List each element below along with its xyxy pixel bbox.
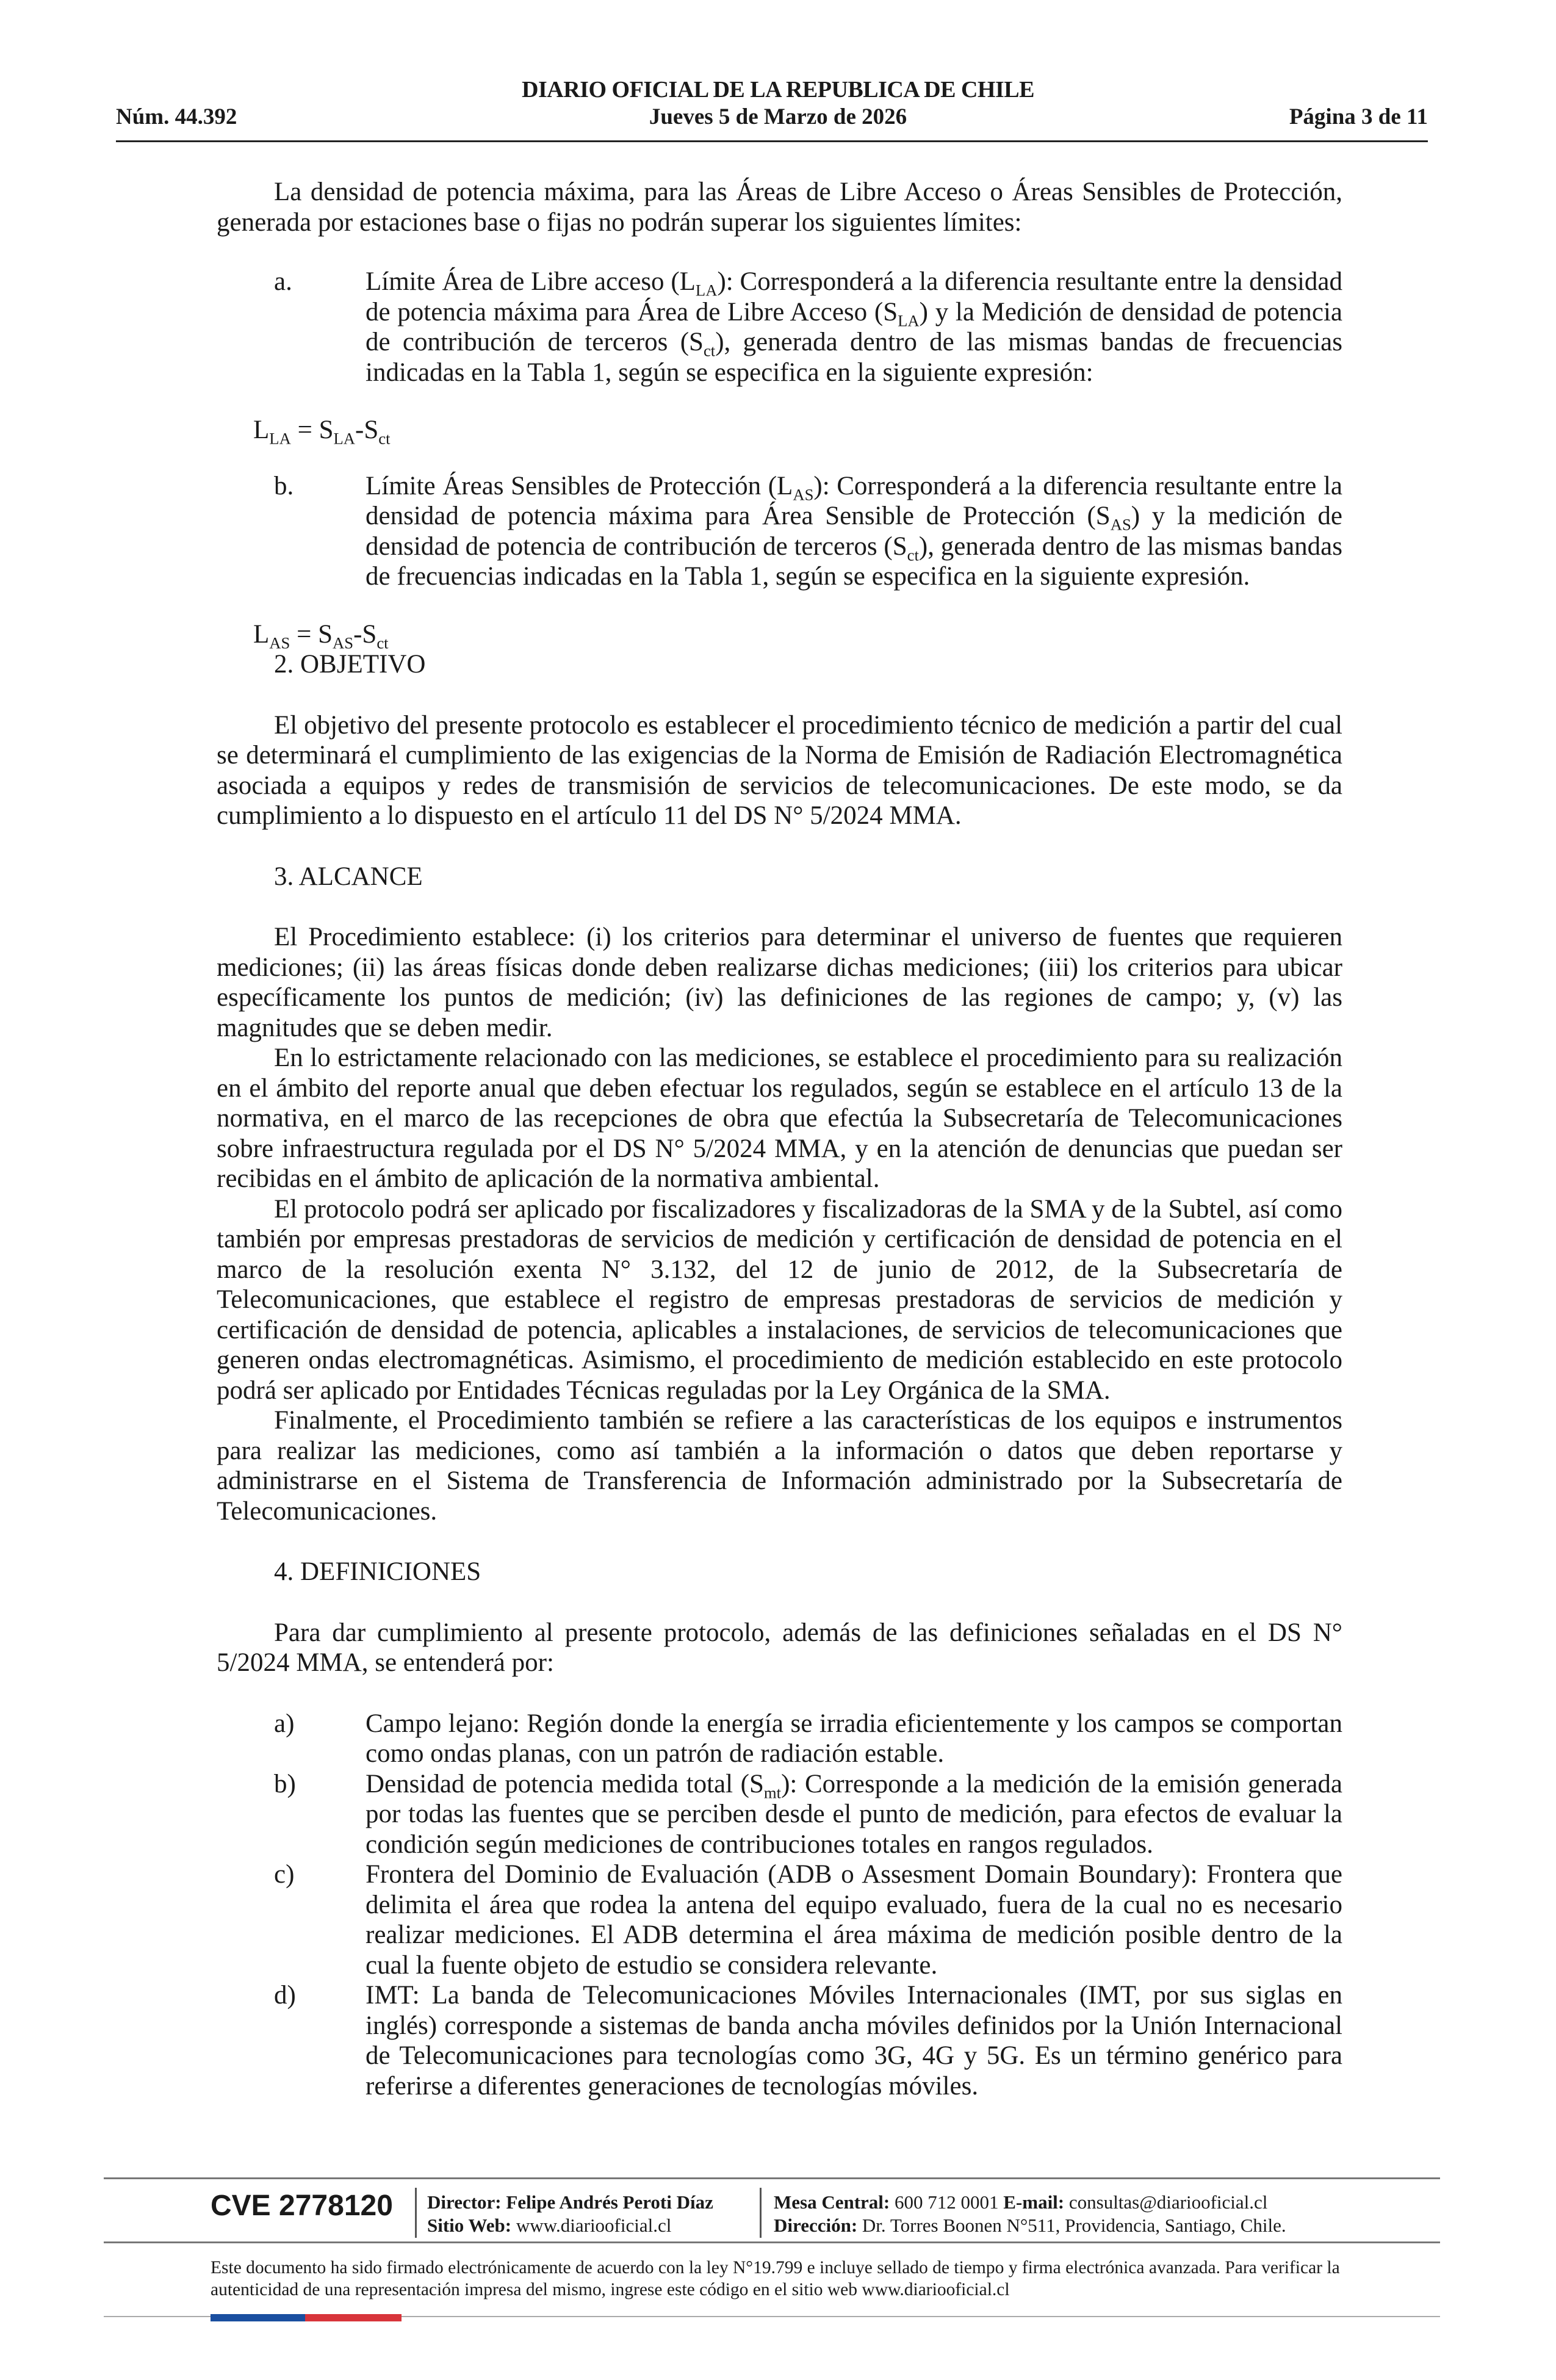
web-label: Sitio Web: [427,2215,512,2236]
director-info [427,2191,713,2237]
definition-item: c) Frontera del Dominio de Evaluación (ADB o Assesment Domain Boundary): Frontera que delimita el área que rodea la antena del equipo evaluado, fuera de la cual no es necesario realizar mediciones. El ADB determina el área máxima de medición posible dentro de la cual la fuente objeto de estudio se considera relevante. [274,1860,1342,1980]
publication-title: DIARIO OFICIAL DE LA REPUBLICA DE CHILE [522,77,1034,103]
definition-item: a) Campo lejano: Región donde la energía se irradia eficientemente y los campos se comportan como ondas planas, con un patrón de radiación estable. [274,1709,1342,1768]
cve-code: CVE 2778120 [211,2190,393,2222]
section-heading-definiciones: 4. DEFINICIONES [274,1557,481,1586]
section-heading-alcance: 3. ALCANCE [274,862,423,891]
list-label: d) [274,1981,296,2010]
section-heading-objetivo: 2. OBJETIVO [274,650,426,679]
alcance-paragraph: Finalmente, el Procedimiento también se refiere a las características de los equipos e instrumentos para realizar las mediciones, como así también a la información o datos que deben reportarse y administrarse en el Sistema de Transferencia de Información administrado por la Subsecretaría de Telecomunicaciones. [217,1406,1342,1526]
objetivo-paragraph: El objetivo del presente protocolo es establecer el procedimiento técnico de medición a partir del cual se determinará el cumplimiento de las exigencias de la Norma de Emisión de Radiación Electromagnética asociada a equipos y redes de transmisión de servicios de telecomunicaciones. De este modo, se da cumplimiento a lo dispuesto en el artículo 11 del DS N° 5/2024 MMA. [217,710,1342,830]
footer-divider [104,2241,1440,2243]
formula-las: $L_{AS} = S_{AS}-S_{ct}$ [253,619,389,652]
web-link[interactable]: www.diariooficial.cl [516,2215,672,2236]
alcance-paragraph: El Procedimiento establece: (i) los criterios para determinar el universo de fuentes que requieren mediciones; (ii) las áreas físicas donde deben realizarse dichas mediciones; (iii) los criterios para ubicar específicamente los puntos de medición; (iv) las definiciones de las regiones de campo; y, (v) las magnitudes que se deben medir. [217,923,1342,1042]
footer-separator [415,2188,417,2238]
page-indicator: Página 3 de 11 [1289,104,1428,129]
header-divider [116,140,1428,142]
legal-notice: Este documento ha sido firmado electrónicamente de acuerdo con la ley N°19.799 e incluye sellado de tiempo y firma electrónica avanzada. Para verificar la autenticidad de una representación impresa del mismo, ingrese este código en el sitio web www.diariooficial.cl [211,2258,1340,2299]
definiciones-intro: Para dar cumplimiento al presente protocolo, además de las definiciones señaladas en el DS N° 5/2024 MMA, se entenderá por: [217,1618,1342,1677]
email-link[interactable]: consultas@diariooficial.cl [1068,2191,1268,2213]
alcance-paragraph: El protocolo podrá ser aplicado por fiscalizadores y fiscalizadoras de la SMA y de la Subtel, así como también por empresas prestadoras de servicios de medición y certificación de densidad de potencia en el marco de la resolución exenta N° 3.132, del 12 de junio de 2012, de la Subsecretaría de Telecomunicaciones, que establece el registro de empresas prestadoras de servicios de medición y certificación de densidad de potencia, aplicables a instalaciones, de servicios de telecomunicaciones que generen ondas electromagnéticas. Asimismo, el procedimiento de medición establecido en este protocolo podrá ser aplicado por Entidades Técnicas reguladas por la Ley Orgánica de la SMA. [217,1194,1342,1405]
flag-bar-blue [211,2314,305,2321]
list-label: a. [274,267,292,296]
formula-la: $L_{LA} = S_{LA}-S_{ct}$ [253,416,391,448]
alcance-paragraph: En lo estrictamente relacionado con las mediciones, se establece el procedimiento para su realización en el ámbito del reporte anual que deben efectuar los regulados, según se establece en el artículo 13 de la normativa, en el marco de las recepciones de obra que efectúa la Subsecretaría de Telecomunicaciones sobre infraestructura regulada por el DS N° 5/2024 MMA, y en la atención de denuncias que puedan ser recibidas en el ámbito de aplicación de la normativa ambiental. [217,1044,1342,1193]
list-label: b. [274,471,294,500]
footer-separator [760,2188,762,2238]
footer-divider [104,2177,1440,2179]
definition-item: d) IMT: La banda de Telecomunicaciones Móviles Internacionales (IMT, por sus siglas en inglés) corresponde a sistemas de banda ancha móviles definidos por la Unión Internacional de Telecomunicaciones para tecnologías como 3G, 4G y 5G. Es un término genérico para referirse a diferentes generaciones de tecnologías móviles. [274,1981,1342,2101]
address-label: Dirección: [774,2215,858,2236]
email-label: E-mail: [1003,2191,1065,2213]
director-label: Director: Felipe Andrés Peroti Díaz [427,2191,713,2213]
definition-item: b) Densidad de potencia medida total $(S_{mt})$: Corresponde a la medición de la emisión generada por todas las fuentes que se perciben desde el punto de medición, para efectos de evaluar la condición según mediciones de contribuciones totales en rangos regulados. [274,1769,1342,1859]
limit-item-a: a. Límite Área de Libre acceso $(L_{LA})$: Corresponderá a la diferencia resultante entre la densidad de potencia máxima para Área de Libre Acceso $(S_{LA})$ y la Medición de densidad de potencia de contribución de terceros $(S_{ct})$, generada dentro de las mismas bandas de frecuencias indicadas en la Tabla 1, según se especifica en la siguiente expresión: [274,267,1343,387]
issue-number: Núm. 44.392 [116,104,237,129]
list-label: a) [274,1709,295,1738]
publication-date: Jueves 5 de Marzo de 2026 [649,104,907,129]
mesa-label: Mesa Central: [774,2191,890,2213]
limit-item-b: b. Límite Áreas Sensibles de Protección $(L_{AS})$: Corresponderá a la diferencia resultante entre la densidad de potencia máxima para Área Sensible de Protección $(S_{AS})$ y la medición de densidad de potencia de contribución de terceros $(S_{ct})$, generada dentro de las mismas bandas de frecuencias indicadas en la Tabla 1, según se especifica en la siguiente expresión. [274,471,1343,591]
address-text: Dr. Torres Boonen N°511, Providencia, Santiago, Chile. [862,2215,1286,2236]
flag-bar-red [305,2314,402,2321]
phone-number: 600 712 0001 [895,2191,999,2213]
list-label: c) [274,1860,295,1889]
contact-info [774,2191,1286,2237]
intro-paragraph: La densidad de potencia máxima, para las Áreas de Libre Acceso o Áreas Sensibles de Protección, generada por estaciones base o fijas no podrán superar los siguientes límites: [217,178,1342,237]
list-label: b) [274,1769,296,1798]
document-body [217,177,1342,2101]
